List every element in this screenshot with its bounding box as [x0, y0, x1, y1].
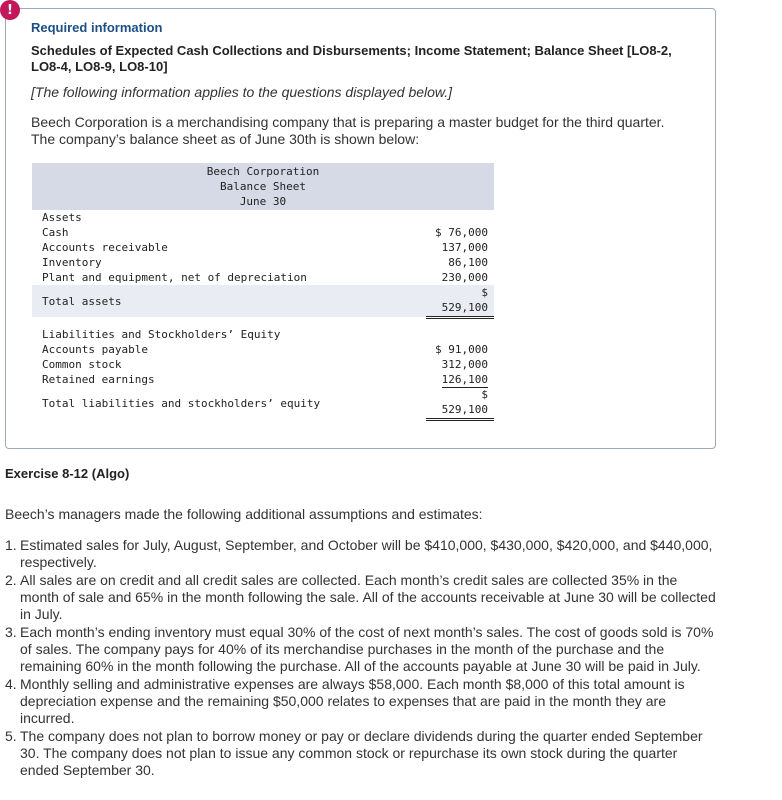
- list-item: [5, 728, 720, 779]
- item-number: 3.: [5, 624, 17, 640]
- statement-date: June 30: [239, 195, 287, 208]
- list-item: [5, 537, 720, 571]
- row-label: Inventory: [42, 256, 102, 269]
- row-label: Plant and equipment, net of depreciation: [42, 271, 307, 284]
- row-amount: 312,000: [441, 358, 488, 371]
- row-dollar-sign: $: [481, 286, 488, 299]
- row-amount: 126,100: [441, 373, 488, 386]
- list-item: [5, 676, 720, 727]
- double-underline: [426, 418, 494, 421]
- alert-icon: !: [0, 0, 20, 20]
- intro-paragraph: Beech Corporation is a merchandising company that is preparing a master budget for the third quarter. The company’s balance sheet as of June 30th is shown below:: [31, 114, 665, 147]
- table-row: [32, 255, 494, 270]
- assets-header-row: [32, 210, 494, 225]
- table-row: [32, 270, 494, 285]
- liabilities-header: Liabilities and Stockholders’ Equity: [42, 328, 281, 341]
- statement-name: Balance Sheet: [219, 180, 307, 193]
- total-liabilities-row: [32, 387, 494, 419]
- row-amount: 86,100: [448, 256, 488, 269]
- item-text: Each month’s ending inventory must equal 30% of the cost of next month’s sales. The cost of goods sold is 70% of sales. The company pays for 40% of its merchandise purchases in the month of the purchase and the remaining 60% in the month following the purchase. All of the accounts payable at June 30 will be paid in July.: [20, 624, 714, 674]
- item-number: 5.: [5, 728, 17, 744]
- row-label: Accounts payable: [42, 343, 148, 356]
- double-underline: [426, 316, 494, 319]
- row-label: Accounts receivable: [42, 241, 168, 254]
- row-amount: $ 76,000: [435, 226, 488, 239]
- item-text: Monthly selling and administrative expenses are always $58,000. Each month $8,000 of this total amount is depreciation expense and the remaining $50,000 relates to expenses that are paid in the month they are incurred.: [20, 676, 685, 726]
- table-row: [32, 342, 494, 357]
- item-text: The company does not plan to borrow money or pay or declare dividends during the quarter ended September 30. The company does not plan to issue any common stock or repurchase its own stock during the quarter ended September 30.: [20, 728, 703, 778]
- item-number: 1.: [5, 537, 17, 553]
- total-assets-row: [32, 285, 494, 317]
- row-label: Cash: [42, 226, 69, 239]
- list-item: [5, 624, 720, 675]
- row-dollar-sign: $: [481, 388, 488, 401]
- item-number: 4.: [5, 676, 17, 692]
- item-text: All sales are on credit and all credit sales are collected. Each month’s credit sales are collected 35% in the month of sale and 65% in the month following the sale. All of the accounts receivable at June 30 will be collected in July.: [20, 572, 716, 622]
- section-title: Schedules of Expected Cash Collections and Disbursements; Income Statement; Balance Sheet [LO8-2, LO8-4, LO8-9, LO8-10]: [31, 43, 672, 74]
- exercise-title: Exercise 8-12 (Algo): [5, 466, 130, 481]
- row-label: Retained earnings: [42, 373, 155, 386]
- list-item: [5, 572, 720, 623]
- row-amount: 529,100: [441, 403, 488, 416]
- row-amount: $ 91,000: [435, 343, 488, 356]
- row-amount: 230,000: [441, 271, 488, 284]
- assets-header: Assets: [42, 211, 82, 224]
- row-amount: 137,000: [441, 241, 488, 254]
- row-label: Common stock: [42, 358, 122, 371]
- item-text: Estimated sales for July, August, September, and October will be $410,000, $430,000, $420,000, and $440,000, respectively.: [20, 537, 713, 570]
- liabilities-header-row: [32, 327, 494, 342]
- row-label: Total assets: [42, 295, 122, 308]
- assumptions-list: [5, 537, 720, 780]
- assumptions-intro: Beech’s managers made the following additional assumptions and estimates:: [5, 506, 483, 522]
- row-label: Total liabilities and stockholders’ equity: [42, 397, 321, 410]
- table-row: [32, 240, 494, 255]
- balance-sheet: [32, 163, 494, 419]
- row-amount: 529,100: [441, 301, 488, 314]
- item-number: 2.: [5, 572, 17, 588]
- required-info-title: Required information: [31, 20, 163, 35]
- table-row: [32, 225, 494, 240]
- table-row: [32, 357, 494, 372]
- balance-sheet-header: [32, 163, 494, 210]
- applies-note: [The following information applies to the questions displayed below.]: [31, 84, 453, 100]
- company-name: Beech Corporation: [206, 165, 320, 178]
- table-row: [32, 372, 494, 387]
